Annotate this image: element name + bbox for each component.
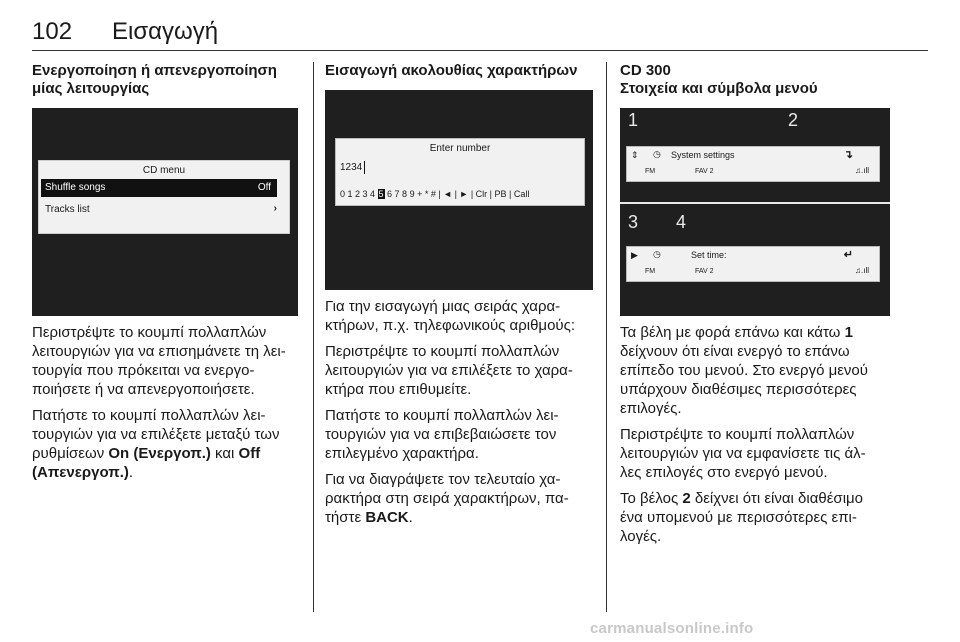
display-screen (626, 246, 880, 282)
selected-character: 5 (378, 189, 384, 199)
paragraph (620, 489, 890, 546)
header-divider (32, 50, 928, 51)
paragraph: Περιστρέψτε το κουμπί πολλαπλών λειτουργιών για να επισημάνετε τη λει- τουργία που πρόκειται να ενεργο- ποιήσετε ή να απενεργοποιήσετε. (32, 324, 286, 398)
callout-4: 4 (676, 212, 687, 232)
right-arrow-icon: ▶ (631, 250, 638, 260)
text: δείχνουν ότι είναι ενεργό το επάνω επίπεδο του μενού. Στο ενεργό μενού υπάρχουν διαθέσιμες περισσότερες επιλογές. (620, 343, 868, 417)
text: Το βέλος (620, 490, 683, 507)
chevron-right-icon: › (273, 203, 277, 214)
characters: 0 1 2 3 4 (340, 189, 378, 199)
favourite-label: FAV 2 (695, 268, 714, 275)
paragraph (32, 406, 298, 482)
section-heading: CD 300 (620, 62, 671, 79)
paragraph: Περιστρέψτε το κουμπί πολλαπλών λειτουργιών για να εμφανίσετε τις άλ- λες επιλογές στο ενεργό μενού. (620, 426, 866, 481)
screen-title: Enter number (429, 143, 491, 154)
cd-menu-figure (32, 108, 298, 316)
paragraph: Για την εισαγωγή μιας σειράς χαρα- κτήρων, π.χ. τηλεφωνικούς αριθμούς: (325, 298, 576, 334)
watermark: carmanualsonline.info (590, 620, 754, 637)
number-input (340, 161, 365, 174)
callout-1: 1 (628, 110, 639, 130)
submenu-arrow-icon: ↴ (843, 149, 853, 161)
menu-symbols-figure (620, 108, 890, 316)
text: Τα βέλη με φορά επάνω και κάτω (620, 324, 845, 341)
menu-row-label: Tracks list (45, 204, 90, 215)
page-header (32, 18, 218, 46)
text: Πατήστε το κουμπί πολλαπλών λει- τουργιών για να επιλέξετε μεταξύ των ρυθμίσεων (32, 407, 280, 462)
signal-icon: ♫.ıll (855, 266, 869, 275)
callout-2: 2 (788, 110, 799, 130)
setting-off: Off (Απενεργοπ.) (32, 445, 261, 481)
enter-arrow-icon: ↵ (843, 249, 853, 261)
back-button-label: BACK (365, 509, 409, 526)
display-screen (38, 160, 290, 234)
favourite-label: FAV 2 (695, 168, 714, 175)
clock-icon: ◷ (653, 249, 661, 259)
paragraph (325, 470, 593, 527)
callout-3: 3 (628, 212, 639, 232)
figure-divider (620, 202, 890, 204)
characters: 6 7 8 9 + * # | ◄ | ► | Clr | PB | Call (384, 189, 530, 199)
section-heading: Εισαγωγή ακολουθίας χαρακτήρων (325, 62, 578, 79)
menu-row-label: Shuffle songs (45, 182, 106, 193)
display-screen (335, 138, 585, 206)
page-title: Εισαγωγή (112, 18, 219, 45)
paragraph (620, 323, 890, 418)
menu-row-selected (41, 179, 277, 197)
up-down-arrows-icon: ⇕ (631, 150, 639, 160)
page-number: 102 (32, 18, 73, 45)
enter-number-figure (325, 90, 593, 290)
band-label: FM (645, 168, 656, 175)
menu-item: System settings (671, 150, 735, 160)
display-screen (626, 146, 880, 182)
text: και (210, 445, 239, 462)
screen-title: CD menu (142, 165, 186, 176)
text-cursor (364, 161, 365, 174)
clock-icon: ◷ (653, 149, 661, 159)
column-divider (606, 62, 607, 612)
callout-ref: 2 (682, 490, 691, 507)
paragraph: Περιστρέψτε το κουμπί πολλαπλών λειτουργιών για να επιλέξετε το χαρα- κτήρα που επιθυμείτε. (325, 343, 573, 398)
text: . (128, 464, 134, 481)
callout-ref: 1 (844, 324, 853, 341)
section-heading: Ενεργοποίηση ή απενεργοποίηση μίας λειτουργίας (32, 62, 277, 97)
signal-icon: ♫.ıll (855, 166, 869, 175)
band-label: FM (645, 268, 656, 275)
text: Για να διαγράψετε τον τελευταίο χα- ρακτήρα στη σειρά χαρακτήρων, πα- τήστε (325, 471, 569, 526)
column-2 (325, 62, 593, 527)
character-row (340, 189, 529, 199)
paragraph: Πατήστε το κουμπί πολλαπλών λει- τουργιών για να επιβεβαιώσετε τον επιλεγμένο χαρακτήρα. (325, 407, 559, 462)
menu-item: Set time: (691, 250, 727, 260)
section-subheading: Στοιχεία και σύμβολα μενού (620, 80, 818, 97)
menu-row-value: Off (257, 182, 271, 193)
input-value: 1234 (340, 162, 363, 174)
menu-row (41, 201, 277, 219)
column-3 (620, 62, 890, 546)
column-divider (313, 62, 314, 612)
text: δείχνει ότι είναι διαθέσιμο ένα υπομενού με περισσότερες επι- λογές. (620, 490, 864, 545)
setting-on: On (Ενεργοπ.) (108, 445, 211, 462)
column-1 (32, 62, 298, 482)
text: . (408, 509, 413, 526)
